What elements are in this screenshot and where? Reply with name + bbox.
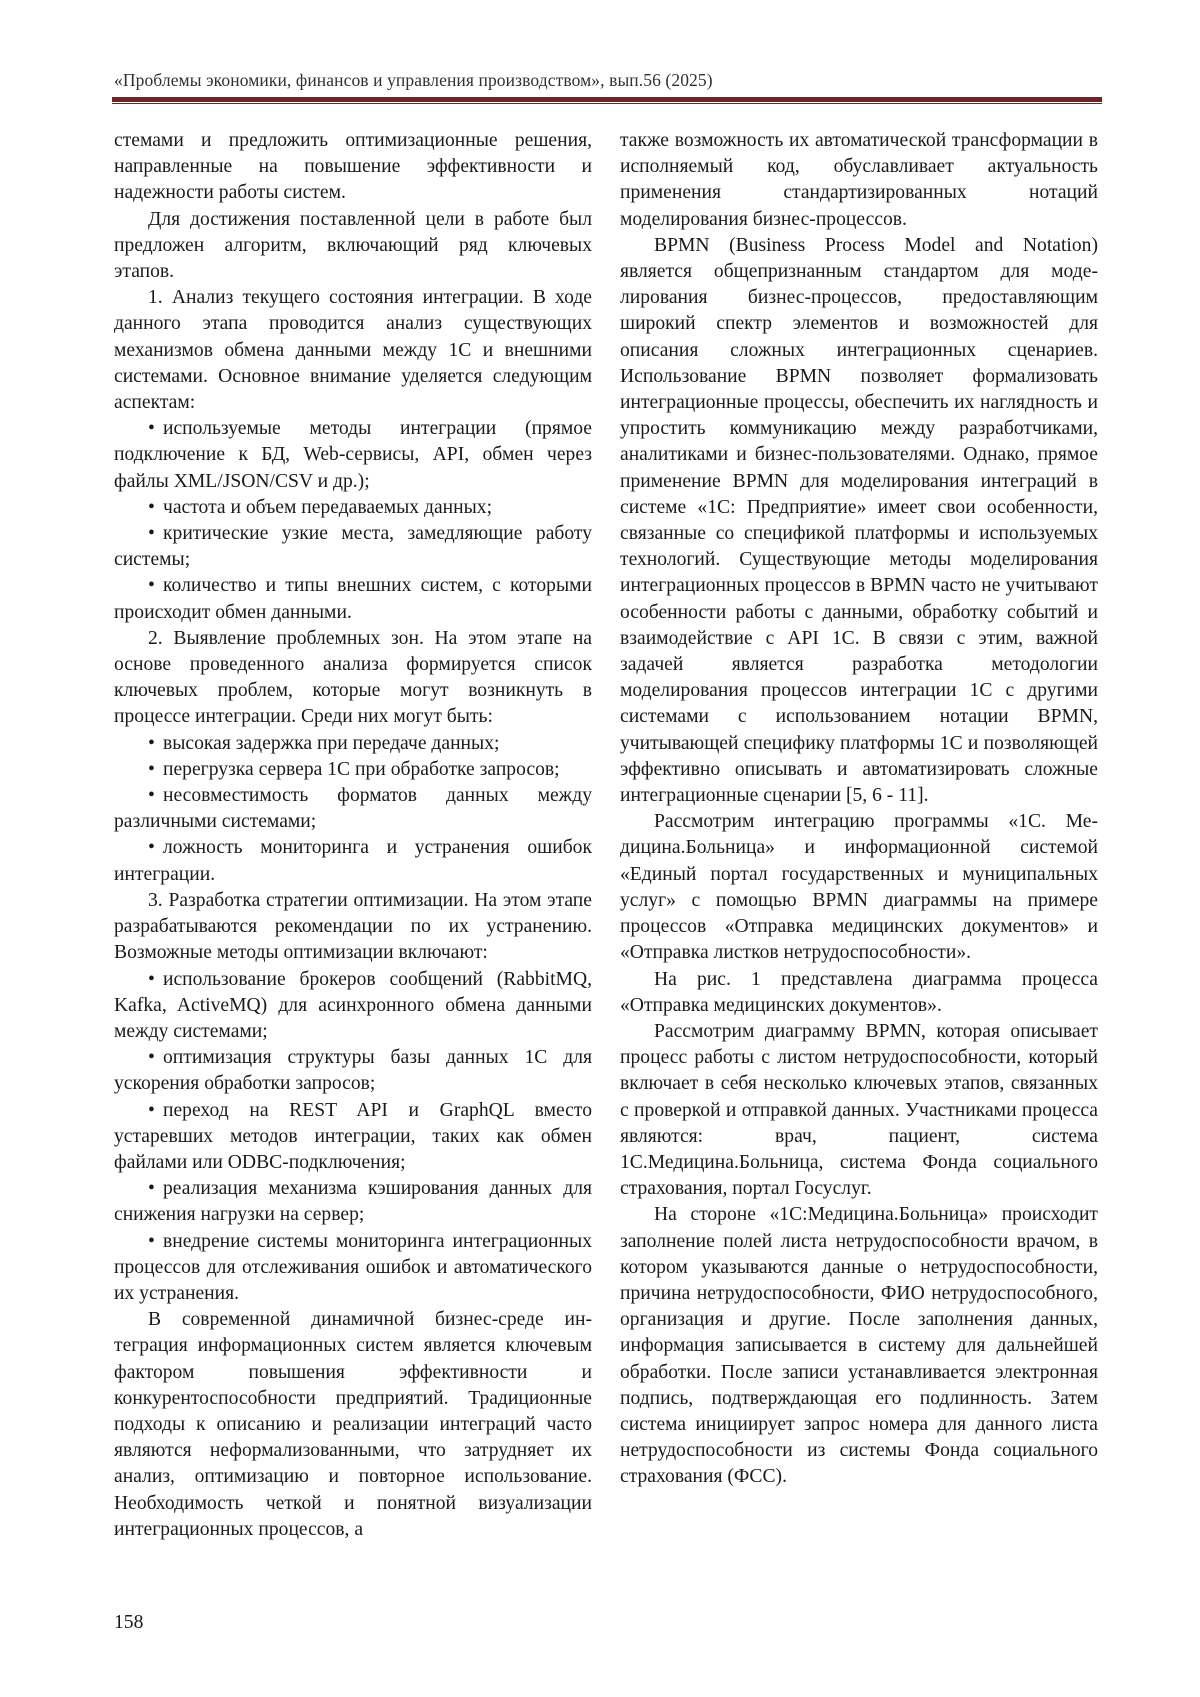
bullet-item bbox=[114, 521, 592, 573]
bullet-icon: • bbox=[148, 418, 155, 440]
bullet-text: оптимизация структуры базы данных 1С для ускорения обработки запросов; bbox=[114, 1047, 592, 1095]
bullet-text: несовместимость форматов данных между различными системами; bbox=[114, 785, 592, 833]
right-column bbox=[620, 128, 1098, 1491]
bullet-item bbox=[114, 731, 592, 757]
paragraph: Рассмотрим интеграцию программы «1С. Медицина.Больница» и информационной системой «Единый портал государственных и муниципальных услуг» с помощью BPMN диаграммы на примере процессов «Отправка медицинских документов» и «Отправка листков нетрудоспособности». bbox=[620, 811, 1098, 964]
bullet-icon: • bbox=[148, 785, 155, 807]
bullet-icon: • bbox=[148, 732, 155, 754]
bullet-icon: • bbox=[148, 523, 155, 545]
bullet-text: перегрузка сервера 1С при обработке запросов; bbox=[163, 758, 560, 780]
paragraph: BPMN (Business Process Model and Notation) является общепризнанным стандартом для моделирования бизнес-процессов, предоставляющим широкий спектр элементов и возможностей для описания сложных интеграционных сценариев. Использование BPMN позволяет формализовать интеграционные процессы, обеспечить их наглядность и упростить коммуникацию между разработчиками, аналитиками и бизнес-пользователями. Однако, прямое применение BPMN для моделирования интеграций в системе «1С: Предприятие» имеет свои особенности, связанные со спецификой платформы и используемых технологий. Существующие методы моделирования интеграционных процессов в BPMN часто не учитывают особенности работы с данными, обработку событий и взаимодействие с API 1С. В связи с этим, важной задачей является разработка методологии моделирования процессов интеграции 1С с другими системами с использованием нотации BPMN, учитывающей специфику платформы 1С и позволяющей эффективно описывать и автоматизировать сложные интеграционные сценарии [5, 6 - 11]. bbox=[620, 234, 1098, 807]
bullet-icon: • bbox=[148, 968, 155, 990]
bullet-item bbox=[114, 783, 592, 835]
bullet-item bbox=[114, 1098, 592, 1177]
journal-header: «Проблемы экономики, финансов и управления производством», вып.56 (2025) bbox=[114, 70, 713, 90]
paragraph: также возможность их автоматической трансформации в исполняемый код, обуславливает актуальность применения стандартизированных нотаций моделирования бизнес-процессов. bbox=[620, 130, 1098, 230]
bullet-text: реализация механизма кэширования данных для снижения нагрузки на сервер; bbox=[114, 1178, 592, 1226]
bullet-icon: • bbox=[148, 758, 155, 780]
bullet-item bbox=[114, 835, 592, 887]
bullet-text: высокая задержка при передаче данных; bbox=[163, 732, 500, 754]
bullet-icon: • bbox=[148, 1099, 155, 1121]
bullet-icon: • bbox=[148, 837, 155, 859]
bullet-item bbox=[114, 495, 592, 521]
bullet-item bbox=[114, 1045, 592, 1097]
left-column bbox=[114, 128, 592, 1543]
header-rule-thick bbox=[112, 97, 1102, 102]
bullet-text: частота и объем передаваемых данных; bbox=[163, 496, 493, 518]
bullet-icon: • bbox=[148, 575, 155, 597]
bullet-icon: • bbox=[148, 1230, 155, 1252]
bullet-icon: • bbox=[148, 1047, 155, 1069]
paragraph: Для достижения поставленной цели в работе был предложен алгоритм, включающий ряд ключевых этапов. bbox=[114, 208, 592, 283]
bullet-text: критические узкие места, замедляющие работу системы; bbox=[114, 523, 592, 571]
paragraph: Рассмотрим диаграмму BPMN, которая описывает процесс работы с листом нетрудоспособности, который включает в себя несколько ключевых этапов, связанных с проверкой и отправкой данных. Участниками процесса являются: врач, пациент, система 1С.Медицина.Больница, система Фонда социального страхования, портал Госуслуг. bbox=[620, 1020, 1098, 1200]
paragraph: В современной динамичной бизнес-среде интеграция информационных систем является ключевым фактором повышения эффективности и конкурентоспособности предприятий. Традиционные подходы к описанию и реализации интеграций часто являются неформализованными, что затрудняет их анализ, оптимизацию и повторное использование. Необходимость четкой и понятной визуализации интеграционных процессов, а bbox=[114, 1309, 592, 1540]
bullet-item bbox=[114, 573, 592, 625]
bullet-item bbox=[114, 967, 592, 1046]
bullet-icon: • bbox=[148, 1178, 155, 1200]
paragraph: 3. Разработка стратегии оптимизации. На этом этапе разрабатываются рекомендации по их устранению. Возможные методы оптимизации включают: bbox=[114, 889, 592, 964]
bullet-icon: • bbox=[148, 496, 155, 518]
bullet-text: используемые методы интеграции (прямое подключение к БД, Web-сервисы, API, обмен через файлы XML/JSON/CSV и др.); bbox=[114, 418, 592, 492]
bullet-text: внедрение системы мониторинга интеграционных процессов для отслеживания ошибок и автоматического их устранения. bbox=[114, 1230, 592, 1304]
bullet-text: переход на REST API и GraphQL вместо устаревших методов интеграции, таких как обмен файлами или ODBC-подключения; bbox=[114, 1099, 592, 1173]
header-rule-thin bbox=[112, 103, 1102, 104]
paragraph: стемами и предложить оптимизационные решения, направленные на повышение эффективности и надежности работы систем. bbox=[114, 130, 592, 204]
bullet-item bbox=[114, 1229, 592, 1308]
bullet-text: использование брокеров сообщений (RabbitMQ, Kafka, ActiveMQ) для асинхронного обмена данными между системами; bbox=[114, 968, 592, 1042]
bullet-item bbox=[114, 757, 592, 783]
bullet-text: ложность мониторинга и устранения ошибок интеграции. bbox=[114, 837, 592, 885]
paragraph: 1. Анализ текущего состояния интеграции. В ходе данного этапа проводится анализ существующих механизмов обмена данными между 1С и внешними системами. Основное внимание уделяется следующим аспектам: bbox=[114, 287, 592, 414]
bullet-text: количество и типы внешних систем, с которыми происходит обмен данными. bbox=[114, 575, 592, 623]
paragraph: На рис. 1 представлена диаграмма процесса «Отправка медицинских документов». bbox=[620, 968, 1098, 1016]
paragraph: На стороне «1С:Медицина.Больница» происходит заполнение полей листа нетрудоспособности врачом, в котором указываются данные о нетрудоспособности, причина нетрудоспособности, ФИО нетрудоспособного, организация и другие. После заполнения данных, информация записывается в систему для дальнейшей обработки. После записи устанавливается электронная подпись, подтверждающая его подлинность. Затем система инициирует запрос номера для данного листа нетрудоспособности из системы Фонда социального страхования (ФСС). bbox=[620, 1204, 1098, 1488]
page-number: 158 bbox=[114, 1612, 144, 1633]
bullet-item bbox=[114, 416, 592, 495]
paragraph: 2. Выявление проблемных зон. На этом этапе на основе проведенного анализа формируется список ключевых проблем, которые могут возникнуть в процессе интеграции. Среди них могут быть: bbox=[114, 627, 592, 728]
bullet-item bbox=[114, 1176, 592, 1228]
